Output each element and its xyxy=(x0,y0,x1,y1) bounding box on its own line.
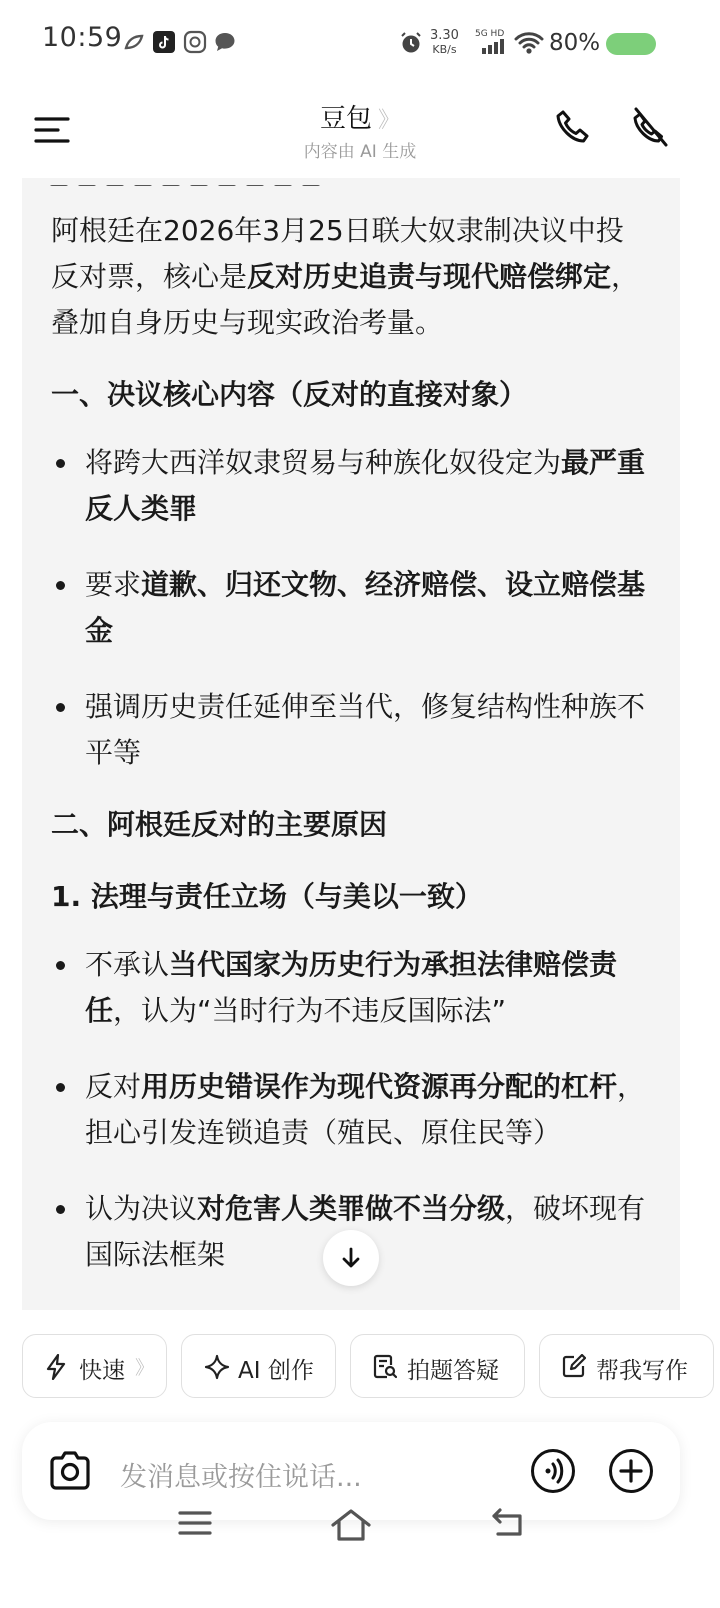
nav-back-icon[interactable] xyxy=(490,1508,526,1540)
lightning-icon xyxy=(45,1354,67,1380)
quick-actions xyxy=(22,1334,720,1402)
list-item: 要求道歉、归还文物、经济赔偿、设立赔偿基金 xyxy=(51,562,651,654)
voice-call-icon[interactable] xyxy=(530,1448,576,1494)
phone-icon[interactable] xyxy=(554,108,592,146)
photo-answer-label: 拍题答疑 xyxy=(407,1358,499,1384)
net-speed-unit: KB/s xyxy=(432,43,457,56)
tiktok-icon xyxy=(152,30,176,54)
ai-disclaimer: 内容由 AI 生成 xyxy=(303,142,417,162)
scrolled-text-remnant xyxy=(50,178,510,186)
edit-icon xyxy=(562,1354,586,1378)
assistant-message xyxy=(22,178,680,1310)
chat-header xyxy=(0,88,720,178)
alarm-icon xyxy=(399,31,423,55)
intro-paragraph: 阿根廷在2026年3月25日联大奴隶制决议中投反对票，核心是反对历史追责与现代赔偿绑定，叠加自身历史与现实政治考量。 xyxy=(51,214,640,339)
signal-icon xyxy=(481,38,507,54)
help-write-button[interactable] xyxy=(539,1334,714,1398)
system-nav-bar xyxy=(0,1500,720,1608)
chevron-right-icon: 》 xyxy=(135,1357,155,1379)
menu-icon[interactable] xyxy=(34,115,70,145)
list-item: 认为决议对危害人类罪做不当分级，破坏现有国际法框架 xyxy=(51,1186,651,1278)
nav-home-icon[interactable] xyxy=(330,1508,372,1542)
net-speed xyxy=(430,29,459,57)
message-input[interactable]: 发消息或按住说话... xyxy=(120,1462,362,1493)
battery-percent: 80% xyxy=(549,30,601,56)
photo-search-icon xyxy=(373,1354,397,1380)
ai-create-label: AI 创作 xyxy=(238,1358,314,1384)
mute-call-icon[interactable] xyxy=(630,106,670,148)
status-bar xyxy=(0,0,720,88)
wifi-icon xyxy=(514,31,544,55)
page-title: 豆包 xyxy=(319,104,372,134)
section-heading: 二、阿根廷反对的主要原因 xyxy=(51,808,388,841)
list-item: 强调历史责任延伸至当代，修复结构性种族不平等 xyxy=(51,684,651,776)
net-speed-value: 3.30 xyxy=(430,28,459,43)
network-type: 5G HD xyxy=(475,29,505,39)
list-item: 将跨大西洋奴隶贸易与种族化奴役定为最严重反人类罪 xyxy=(51,440,651,532)
app-icon xyxy=(183,30,207,54)
plus-icon[interactable] xyxy=(608,1448,654,1494)
list-item: 反对用历史错误作为现代资源再分配的杠杆，担心引发连锁追责（殖民、原住民等） xyxy=(51,1064,651,1156)
list-item: 不承认当代国家为历史行为承担法律赔偿责任，认为“当时行为不违反国际法” xyxy=(51,942,651,1034)
subsection-heading: 1. 法理与责任立场（与美以一致） xyxy=(51,880,483,913)
leaf-app-icon xyxy=(122,30,146,54)
chat-title-area[interactable] xyxy=(250,98,470,162)
help-write-label: 帮我写作 xyxy=(596,1358,688,1384)
camera-icon[interactable] xyxy=(48,1450,92,1492)
nav-menu-icon[interactable] xyxy=(178,1508,212,1538)
section-heading: 一、决议核心内容（反对的直接对象） xyxy=(51,378,528,411)
photo-answer-button[interactable] xyxy=(350,1334,525,1398)
scroll-to-bottom-button[interactable] xyxy=(323,1230,379,1286)
fast-mode-button[interactable] xyxy=(22,1334,167,1398)
message-content xyxy=(51,208,651,1278)
ai-create-button[interactable] xyxy=(181,1334,336,1398)
message-bubble-icon xyxy=(213,30,237,54)
battery-icon xyxy=(606,33,656,55)
arrow-down-icon xyxy=(339,1246,363,1270)
fast-mode-label: 快速 xyxy=(79,1358,125,1384)
chevron-right-icon: 》 xyxy=(378,108,401,133)
sparkle-icon xyxy=(204,1354,230,1380)
status-time: 10:59 xyxy=(42,22,123,53)
